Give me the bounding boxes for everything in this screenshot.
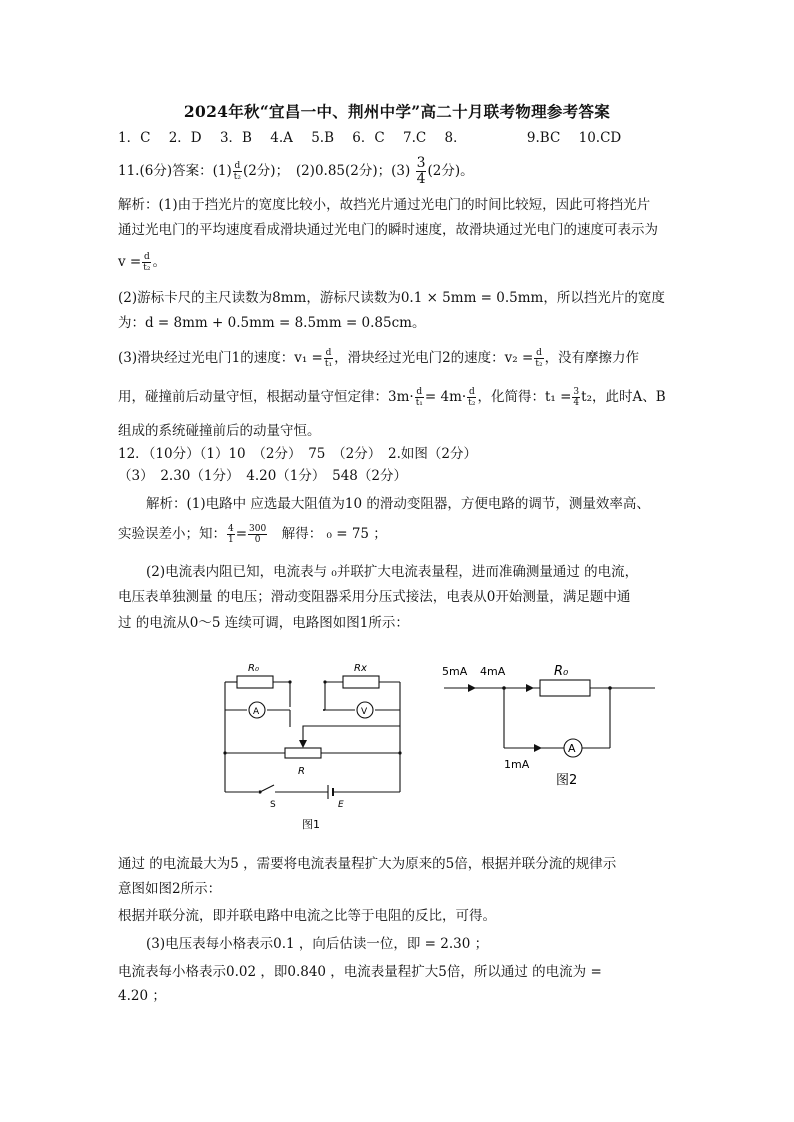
fig1-voltmeter-label: V — [361, 707, 368, 717]
resistor-r0-symbol — [540, 680, 590, 696]
text: = 4m· — [424, 389, 467, 405]
q11-exp-6 — [118, 348, 688, 369]
mc-answer: 9.BC — [526, 130, 561, 146]
q11-answer-line — [118, 156, 688, 187]
q11-exp-7 — [118, 387, 688, 408]
resistor-rx-symbol — [343, 676, 379, 688]
frac-num: d — [536, 348, 542, 358]
text: ，滑块经过光电门2的速度：v₂ = — [334, 350, 534, 366]
fraction — [415, 387, 424, 408]
mc-answer: 2．D — [168, 130, 202, 146]
mc-answer: 10.CD — [578, 130, 622, 146]
q11-exp-5: 为：d = 8mm + 0.5mm = 8.5mm = 0.85cm。 — [118, 315, 426, 331]
fig1-battery-label: E — [338, 800, 344, 810]
fig2-branch-current: 1mA — [504, 758, 530, 771]
frac-num: 300 — [249, 524, 267, 534]
text: v = — [118, 254, 142, 270]
text: 解得： ₀ = 75 ； — [268, 526, 387, 542]
fraction — [467, 387, 476, 408]
fig1-rheostat-label: R — [298, 766, 305, 777]
arrow-icon — [534, 744, 542, 752]
mc-answer: 6．C — [352, 130, 385, 146]
switch-symbol — [260, 785, 274, 792]
fraction — [572, 387, 580, 408]
text: ，化简得：t₁ = — [477, 389, 572, 405]
page-title: 2024年秋“宜昌一中、荆州中学”高二十月联考物理参考答案 — [183, 102, 611, 121]
frac-num: d — [416, 387, 423, 397]
frac-num: 4 — [228, 524, 234, 534]
frac-den: 1 — [228, 535, 234, 545]
q12-exp-11: 4.20 ； — [118, 988, 166, 1004]
q12-exp-4: 电压表单独测量 的电压；滑动变阻器采用分压式接法，电表从0开始测量，满足题中通 — [118, 589, 631, 605]
rheostat-symbol — [285, 748, 321, 758]
frac-num: d — [234, 161, 241, 171]
q12-exp-3: (2)电流表内阻已知，电流表与 ₀并联扩大电流表量程，进而准确测量通过 的电流， — [146, 564, 639, 580]
fig2-total-current: 5mA — [442, 665, 468, 678]
text: 。 — [152, 254, 166, 270]
frac-num: d — [325, 348, 332, 358]
frac-num: 3 — [416, 155, 426, 171]
q12-exp-8: 根据并联分流，即并联电路中电流之比等于电阻的反比，可得。 — [118, 908, 496, 924]
frac-den: t₁ — [324, 359, 333, 369]
arrow-icon — [526, 684, 534, 692]
frac-den: 4 — [416, 171, 426, 187]
q12-exp-6: 通过 的电流最大为5 ，需要将电流表量程扩大为原来的5倍，根据并联分流的规律示 — [118, 856, 617, 872]
text: = — [235, 526, 248, 542]
fraction — [248, 524, 267, 545]
fig1-ammeter-label: A — [253, 707, 260, 717]
mc-answer: 1．C — [118, 130, 151, 146]
q11-exp-4: (2)游标卡尺的主尺读数为8mm，游标尺读数为0.1 × 5mm = 0.5mm，所以挡光片的宽度 — [118, 290, 665, 306]
q11-p1-pre: (1) — [212, 163, 232, 179]
frac-num: d — [143, 252, 150, 262]
text: ，没有摩擦力作 — [544, 350, 640, 366]
q11-exp-1: 解析：(1)由于挡光片的宽度比较小，故挡光片通过光电门的时间比较短，因此可将挡光片 — [118, 197, 651, 213]
mc-answer: 7.C — [403, 130, 427, 146]
fraction — [416, 156, 427, 187]
text: 用，碰撞前后动量守恒，根据动量守恒定律：3m· — [118, 389, 414, 405]
circuit-figure-1 — [210, 652, 415, 837]
fraction — [233, 161, 242, 182]
q11-exp-3 — [118, 252, 688, 273]
q12-exp-1: 解析：(1)电路中 应选最大阻值为10 的滑动变阻器，方便电路的调节，测量效率高、 — [146, 496, 650, 512]
fig1-rx-label: Rx — [354, 663, 367, 674]
fraction — [142, 252, 151, 273]
text: (3)滑块经过光电门1的速度：v₁ = — [118, 350, 323, 366]
mc-answer: 5.B — [311, 130, 334, 146]
fig1-r0-label: R₀ — [248, 663, 259, 674]
fig1-switch-label: S — [270, 800, 276, 810]
q11-p3-post: (2分)。 — [427, 163, 474, 179]
q11-head: 11.(6分)答案： — [118, 163, 213, 179]
frac-num: 3 — [573, 387, 580, 397]
arrow-icon — [468, 684, 476, 692]
q11-exp-8: 组成的系统碰撞前后的动量守恒。 — [118, 423, 321, 439]
q12-answer-line-2: （3） 2.30（1分） 4.20（1分） 548（2分） — [118, 468, 407, 484]
fig2-main-current: 4mA — [480, 665, 506, 678]
frac-den: t₂ — [143, 263, 151, 273]
q12-exp-5: 过 的电流从0～5 连续可调，电路图如图1所示： — [118, 615, 409, 631]
mc-answers-row — [118, 128, 688, 148]
text: 实验误差小；知： — [118, 526, 226, 542]
q12-exp-2 — [118, 524, 688, 545]
q11-exp-2: 通过光电门的平均速度看成滑块通过光电门的瞬时速度，故滑块通过光电门的速度可表示为 — [118, 222, 658, 238]
q12-exp-10: 电流表每小格表示0.02 ，即0.840 ，电流表量程扩大5倍，所以通过 的电流为 = — [118, 964, 602, 980]
frac-den: 0 — [254, 535, 261, 545]
fig2-ammeter-label: A — [568, 742, 576, 755]
slider-arrow — [299, 740, 307, 748]
fig2-r0-label: R₀ — [554, 664, 569, 679]
q12-answer-line-1: 12．（10分）（1）10 （2分） 75 （2分） 2.如图（2分） — [118, 446, 477, 462]
q11-p2: (2)0.85(2分)；(3) — [295, 163, 411, 179]
fraction — [227, 524, 235, 545]
fig1-caption: 图1 — [302, 818, 320, 831]
mc-answer: 3．B — [219, 130, 252, 146]
mc-answer: 4.A — [270, 130, 293, 146]
frac-den: t₂ — [233, 172, 241, 182]
fraction — [324, 348, 333, 369]
frac-den: t₁ — [415, 398, 423, 408]
resistor-r0-symbol — [237, 676, 273, 688]
mc-answer: 8． — [444, 130, 467, 146]
fig2-caption: 图2 — [556, 773, 578, 788]
frac-den: 4 — [573, 398, 580, 408]
current-divider-figure-2 — [440, 660, 662, 790]
fraction — [534, 348, 543, 369]
q11-p1-post: (2分)； — [242, 163, 283, 179]
frac-den: t₂ — [468, 398, 476, 408]
frac-den: t₂ — [535, 359, 543, 369]
q12-exp-7: 意图如图2所示： — [118, 881, 222, 897]
text: t₂，此时A、B — [581, 389, 666, 405]
q12-exp-9: (3)电压表每小格表示0.1 ，向后估读一位，即 = 2.30 ； — [146, 936, 489, 952]
frac-num: d — [468, 387, 475, 397]
